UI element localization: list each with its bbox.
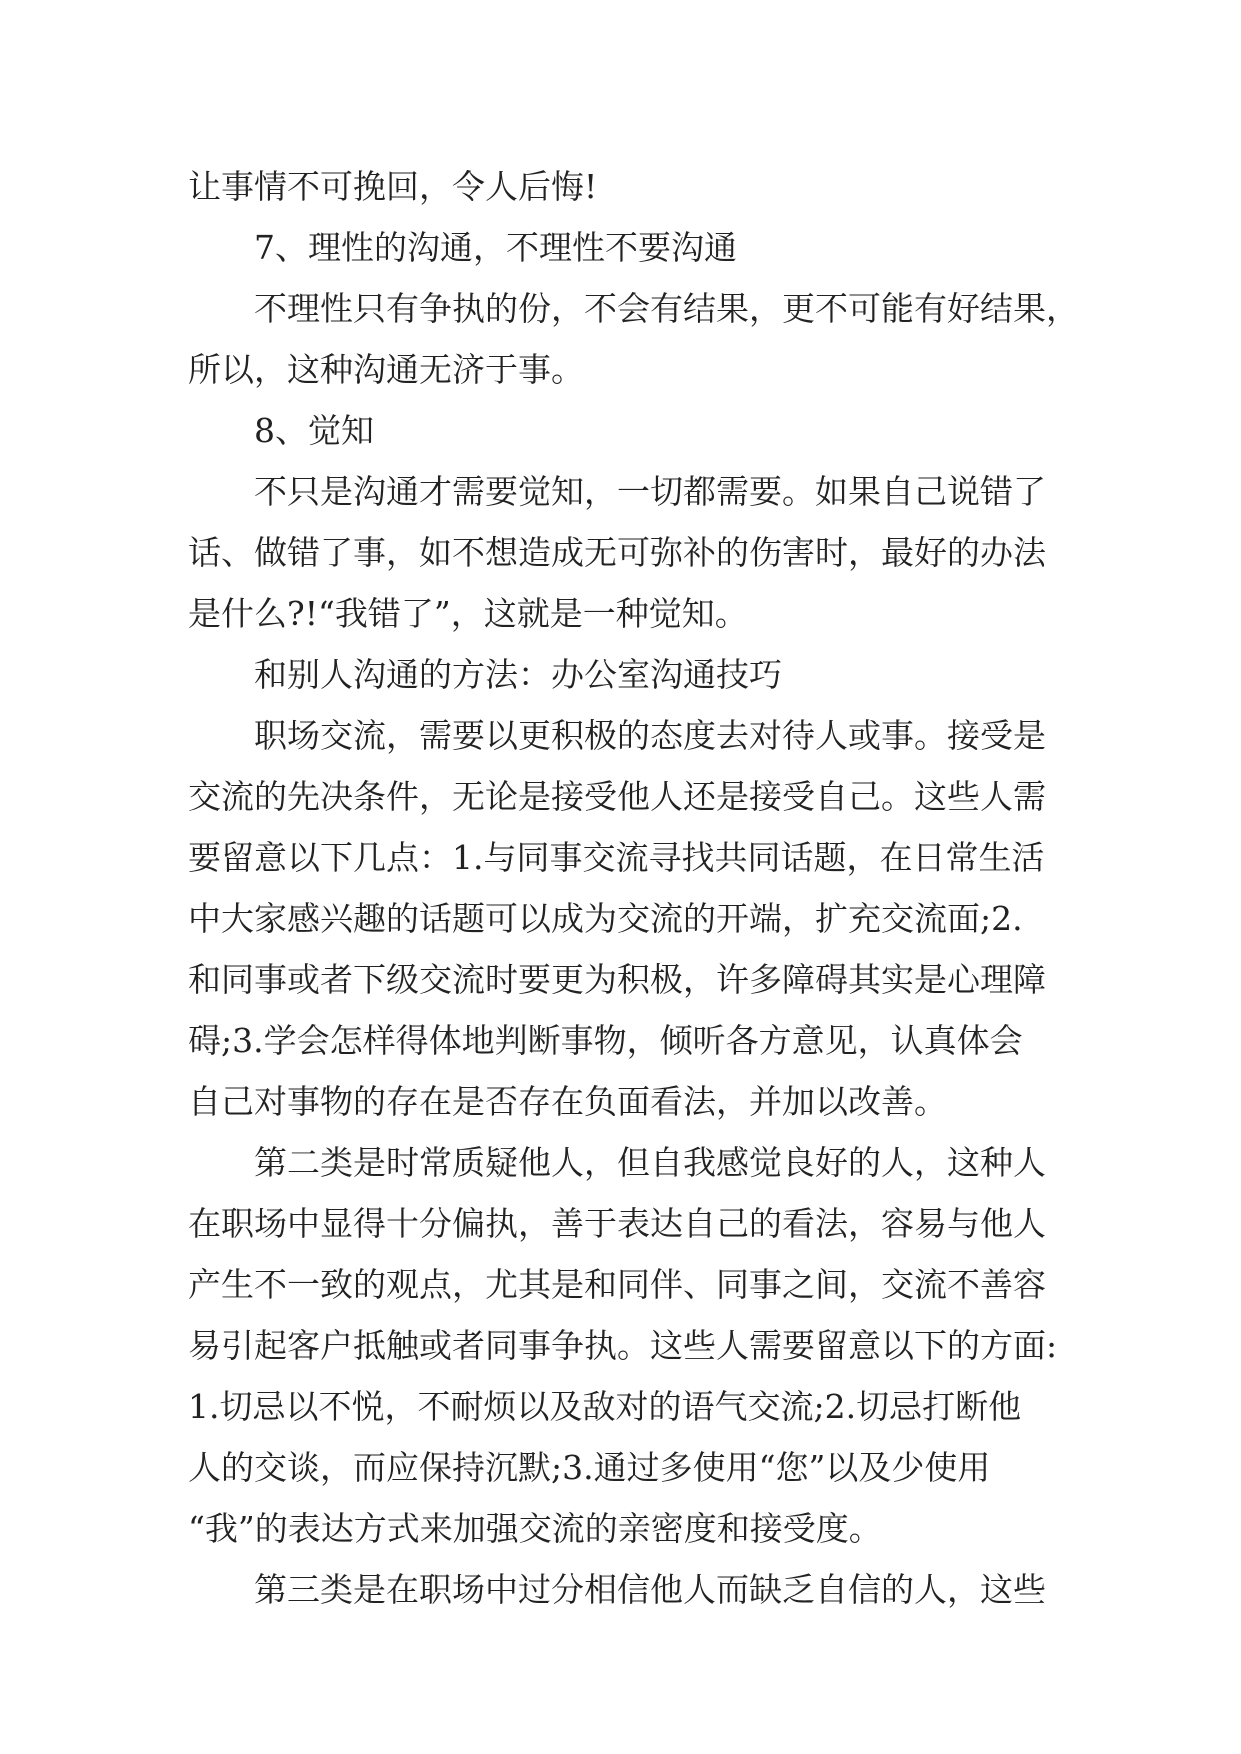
text-line-6: 不只是沟通才需要觉知，一切都需要。如果自己说错了	[254, 472, 1046, 511]
text-line-11: 交流的先决条件，无论是接受他人还是接受自己。这些人需	[188, 777, 1046, 816]
text-line-19: 产生不一致的观点，尤其是和同伴、同事之间，交流不善容	[188, 1265, 1046, 1304]
heading-8: 8、觉知	[254, 411, 374, 450]
text-line-16: 自己对事物的存在是否存在负面看法，并加以改善。	[188, 1082, 947, 1121]
text-line-23: “我”的表达方式来加强交流的亲密度和接受度。	[188, 1509, 882, 1548]
text-line-14: 和同事或者下级交流时要更为积极，许多障碍其实是心理障	[188, 960, 1046, 999]
text-line-10: 职场交流，需要以更积极的态度去对待人或事。接受是	[254, 716, 1046, 755]
document-page	[188, 156, 1079, 1620]
text-line-18: 在职场中显得十分偏执，善于表达自己的看法，容易与他人	[188, 1204, 1046, 1243]
section-heading: 和别人沟通的方法：办公室沟通技巧	[254, 655, 782, 694]
text-line-1: 让事情不可挽回，令人后悔!	[188, 167, 598, 206]
text-line-24: 第三类是在职场中过分相信他人而缺乏自信的人，这些	[254, 1570, 1046, 1609]
text-line-17: 第二类是时常质疑他人，但自我感觉良好的人，这种人	[254, 1143, 1046, 1182]
text-line-3: 不理性只有争执的份，不会有结果，更不可能有好结果，	[254, 289, 1079, 328]
text-line-21: 1.切忌以不悦，不耐烦以及敌对的语气交流;2.切忌打断他	[188, 1387, 1022, 1426]
text-line-22: 人的交谈，而应保持沉默;3.通过多使用“您”以及少使用	[188, 1448, 991, 1487]
text-line-20: 易引起客户抵触或者同事争执。这些人需要留意以下的方面:	[188, 1326, 1058, 1365]
text-line-4: 所以，这种沟通无济于事。	[188, 350, 584, 389]
text-line-8: 是什么?!“我错了”，这就是一种觉知。	[188, 594, 748, 633]
heading-7: 7、理性的沟通，不理性不要沟通	[254, 228, 737, 267]
text-line-12: 要留意以下几点：1.与同事交流寻找共同话题，在日常生活	[188, 838, 1045, 877]
text-line-15: 碍;3.学会怎样得体地判断事物，倾听各方意见，认真体会	[188, 1021, 1023, 1060]
text-line-13: 中大家感兴趣的话题可以成为交流的开端，扩充交流面;2.	[188, 899, 1023, 938]
text-line-7: 话、做错了事，如不想造成无可弥补的伤害时，最好的办法	[188, 533, 1046, 572]
